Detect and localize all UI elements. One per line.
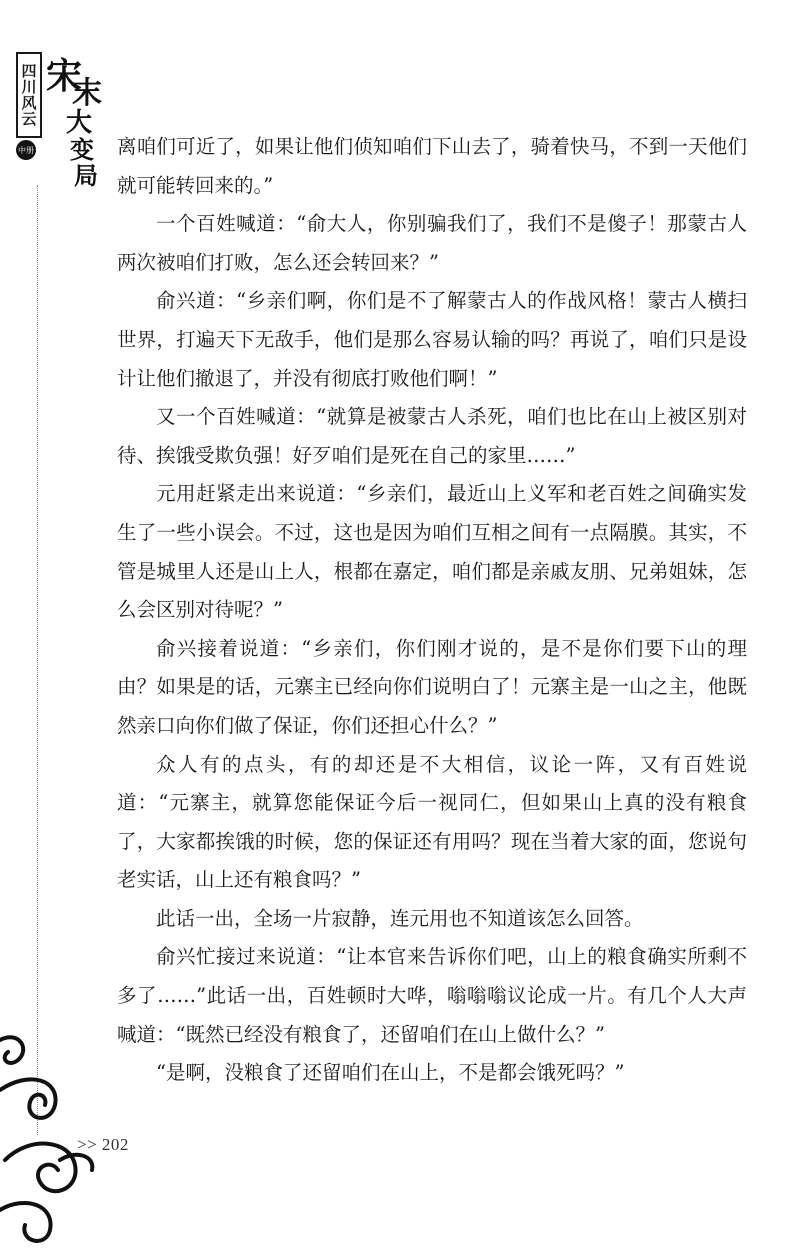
paragraph: 离咱们可近了，如果让他们侦知咱们下山去了，骑着快马，不到一天他们就可能转回来的。” [117, 135, 747, 197]
seal-stamp: 中册 [16, 140, 36, 160]
book-title [42, 40, 102, 190]
title-char: 宋 [46, 55, 83, 97]
title-char: 末 [72, 76, 102, 111]
paragraph: 俞兴道：“乡亲们啊，你们是不了解蒙古人的作战风格！蒙古人横扫世界，打遍天下无敌手，他们是那么容易认输的吗？再说了，咱们只是设计让他们撤退了，并没有彻底打败他们啊！” [117, 289, 747, 390]
paragraph: 俞兴忙接过来说道：“让本官来告诉你们吧，山上的粮食确实所剩不多了……”此话一出，百姓顿时大哗，嗡嗡嗡议论成一片。有几个人大声喊道：“既然已经没有粮食了，还留咱们在山上做什么？” [117, 945, 747, 1046]
body-text [117, 128, 747, 1093]
title-char: 大 [66, 108, 93, 138]
paragraph: 俞兴接着说道：“乡亲们，你们刚才说的，是不是你们要下山的理由？如果是的话，元寨主已经向你们说明白了！元寨主是一山之主，他既然亲口向你们做了保证，你们还担心什么？” [117, 636, 747, 737]
cloud-ornament-icon [0, 1010, 110, 1249]
page-number: >> 202 [77, 1135, 129, 1154]
title-char: 变 [70, 135, 94, 164]
paragraph: “是啊，没粮食了还留咱们在山上，不是都会饿死吗？” [156, 1061, 625, 1085]
title-char: 局 [74, 161, 98, 190]
paragraph: 又一个百姓喊道：“就算是被蒙古人杀死，咱们也比在山上被区别对待、挨饿受欺负强！好歹咱们是死在自己的家里……” [117, 405, 747, 467]
paragraph: 元用赶紧走出来说道：“乡亲们，最近山上义军和老百姓之间确实发生了一些小误会。不过，这也是因为咱们互相之间有一点隔膜。其实，不管是城里人还是山上人，根都在嘉定，咱们都是亲戚友朋、兄弟姐妹，怎么会区别对待呢？” [117, 482, 747, 622]
series-label: 四川风云 [16, 52, 42, 138]
paragraph: 此话一出，全场一片寂静，连元用也不知道该怎么回答。 [156, 906, 644, 930]
margin-dotted-rule [37, 185, 38, 1135]
paragraph: 众人有的点头，有的却还是不大相信，议论一阵，又有百姓说道：“元寨主，就算您能保证今后一视同仁，但如果山上真的没有粮食了，大家都挨饿的时候，您的保证还有用吗？现在当着大家的面，您说句老实话，山上还有粮食吗？” [117, 752, 747, 892]
paragraph: 一个百姓喊道：“俞大人，你别骗我们了，我们不是傻子！那蒙古人两次被咱们打败，怎么还会转回来？” [117, 212, 747, 274]
